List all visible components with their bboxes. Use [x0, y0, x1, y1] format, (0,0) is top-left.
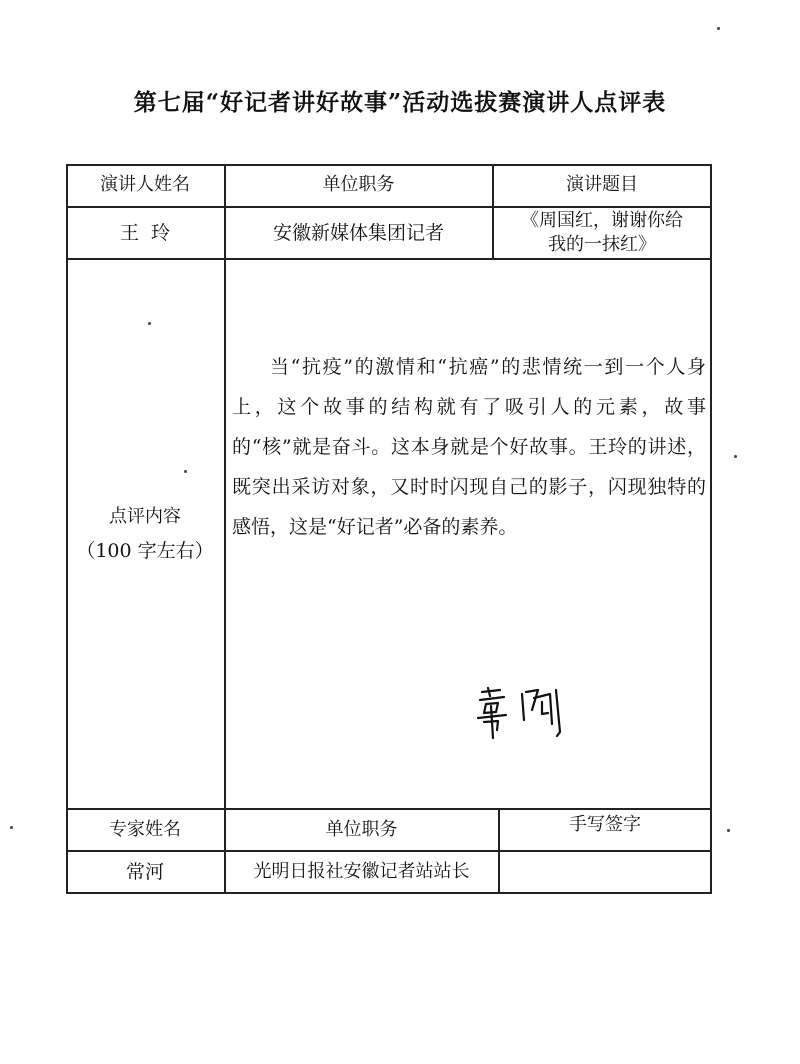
header-signature: 手写签字: [569, 813, 641, 835]
comment-sublabel: （100 字左右）: [76, 539, 214, 562]
comment-text: 当“抗疫”的激情和“抗癌”的悲情统一到一个人身上，这个故事的结构就有了吸引人的元素，故事的“核”就是奋斗。这本身就是个好故事。王玲的讲述，既突出采访对象，又时时闪现自己的影子，闪现独特的感悟，这是“好记者”必备的素养。: [232, 356, 706, 538]
table-border-right: [710, 164, 712, 894]
header-speaker-name: 演讲人姓名: [100, 174, 190, 195]
comment-label: 点评内容: [109, 505, 181, 527]
expert-name: 常河: [125, 860, 164, 883]
speech-topic-line1: 《周国红，谢谢你给: [521, 209, 683, 231]
scan-speck: [727, 829, 730, 832]
header-expert-name: 专家姓名: [109, 818, 181, 840]
header-expert-unit: 单位职务: [325, 818, 398, 840]
speaker-unit: 安徽新媒体集团记者: [272, 221, 444, 244]
header-speech-topic: 演讲题目: [566, 174, 638, 195]
scan-speck: [734, 455, 737, 458]
table-border-bottom: [66, 892, 712, 894]
header-speaker-unit: 单位职务: [322, 174, 395, 195]
column-divider: [224, 164, 226, 894]
form-title: 第七届“好记者讲好故事”活动选拔赛演讲人点评表: [133, 89, 667, 116]
scan-speck: [148, 322, 151, 325]
expert-unit: 光明日报社安徽记者站站长: [253, 860, 470, 882]
scan-speck: [184, 470, 187, 473]
scan-speck: [10, 826, 13, 829]
speaker-name: 王 玲: [119, 221, 171, 244]
scan-speck: [717, 27, 720, 30]
evaluation-table: [66, 164, 712, 894]
speech-topic: [493, 207, 711, 258]
comment-label-cell: [66, 259, 224, 808]
speech-topic-line2: 我的一抹红》: [548, 233, 656, 255]
handwritten-signature: [460, 680, 640, 740]
